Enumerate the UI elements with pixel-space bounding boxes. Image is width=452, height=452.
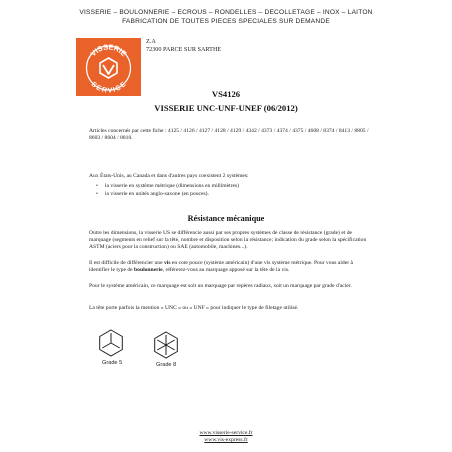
footer-link-vis-express[interactable]: www.vis-express.fr	[204, 437, 248, 443]
thread-paragraph: La tête porte parfois la mention « UNC » ou « UNF » pour indiquer le type de filetage utilisé.	[89, 305, 299, 311]
list-item: • la visserie en système métrique (dimensions en millimètres)	[96, 183, 366, 191]
grade-5-head-icon	[97, 328, 125, 358]
header-line-2: FABRICATION DE TOUTES PIECES SPECIALES SUR DEMANDE	[122, 18, 330, 25]
grade-paragraph: Outre les dimensions, la visserie US se différencie aussi par ses propres systèmes de classe de résistance (grade) et de marquage (segments en relief sur la tête, nombre et disposition selon la résistance; indication du grade selon la spécification ASTM (aciers pour la construction) ou SAE (automobile, machines...).	[89, 230, 367, 251]
intro-paragraph: Aux États-Unis, au Canada et dans d'autres pays coexistent 2 systèmes:	[89, 173, 249, 179]
systems-list	[96, 183, 366, 198]
section-title: Résistance mécanique	[187, 214, 265, 223]
svg-text:VISSERIE: VISSERIE	[88, 42, 129, 59]
document-title: VISSERIE UNC-UNF-UNEF (06/2012)	[154, 103, 298, 113]
grade-8-label: Grade 8	[156, 362, 177, 368]
identification-paragraph: Il est difficile de différencier une vis en cote pouce (système américain) d'une vis système métrique. Pour vous aider à identifier le type de boulonnerie, référerez-vous au marquage apposé sur la tête de la vis.	[89, 260, 353, 274]
articles-paragraph: Articles concernés par cette fiche : 4125 / 4126 / 4127 / 4128 / 4129 / 4342 / 4373 / 4374 / 4375 / 4608 / 8374 / 8413 / 8805 / 8603 / 8604 / 8810.	[89, 128, 369, 142]
list-item: • la visserie en unités anglo-saxone (en pouces).	[96, 191, 366, 199]
address-line-2: 72300 PARCE SUR SARTHE	[146, 46, 222, 53]
footer-link-visserie-service[interactable]: www.visserie-service.fr	[199, 430, 253, 436]
boulonnerie-keyword: boulonnerie	[134, 267, 163, 274]
svg-text:SERVICE: SERVICE	[89, 80, 128, 95]
visserie-service-logo	[76, 38, 141, 96]
vis-keyword: vis	[163, 260, 171, 266]
header-line-1: VISSERIE – BOULONNERIE – ECROUS – RONDELLES – DECOLLETAGE – INOX – LAITON	[79, 9, 373, 16]
marking-paragraph: Pour le système américain, ce marquage est soit un marquage par repères radiaux, soit un marquage par grade d'acier.	[89, 283, 352, 289]
address-line-1: Z.A	[146, 38, 156, 45]
grade-8-head-icon	[152, 330, 180, 360]
document-reference: VS4126	[211, 89, 241, 99]
company-address	[146, 38, 221, 54]
grade-5-label: Grade 5	[102, 360, 123, 366]
